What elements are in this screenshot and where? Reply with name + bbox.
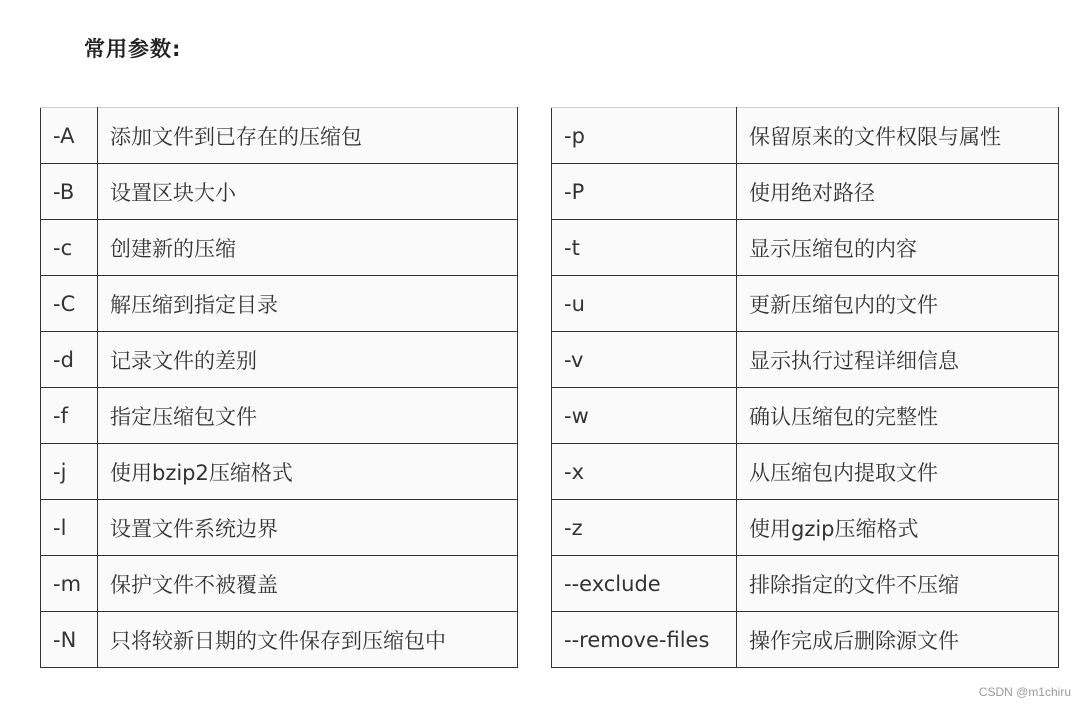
option-right: --remove-files [552, 612, 737, 668]
description-right: 从压缩包内提取文件 [737, 444, 1059, 500]
description-left: 记录文件的差别 [98, 332, 518, 388]
section-heading: 常用参数: [84, 37, 182, 61]
description-right: 更新压缩包内的文件 [737, 276, 1059, 332]
description-right: 排除指定的文件不压缩 [737, 556, 1059, 612]
option-right: -w [552, 388, 737, 444]
description-left: 设置区块大小 [98, 164, 518, 220]
watermark: CSDN @m1chiru [978, 685, 1071, 699]
table-row [41, 276, 1059, 332]
column-gap [518, 332, 552, 388]
description-left: 设置文件系统边界 [98, 500, 518, 556]
option-left: -l [41, 500, 98, 556]
table-row [41, 444, 1059, 500]
description-left: 只将较新日期的文件保存到压缩包中 [98, 612, 518, 668]
option-left: -d [41, 332, 98, 388]
option-right: -z [552, 500, 737, 556]
column-gap [518, 612, 552, 668]
description-left: 创建新的压缩 [98, 220, 518, 276]
option-left: -A [41, 108, 98, 164]
option-right: -t [552, 220, 737, 276]
option-right: -v [552, 332, 737, 388]
option-right: -x [552, 444, 737, 500]
option-left: -j [41, 444, 98, 500]
option-left: -C [41, 276, 98, 332]
description-right: 使用绝对路径 [737, 164, 1059, 220]
column-gap [518, 388, 552, 444]
option-left: -B [41, 164, 98, 220]
parameters-table [40, 107, 1059, 668]
description-right: 显示压缩包的内容 [737, 220, 1059, 276]
column-gap [518, 500, 552, 556]
description-right: 保留原来的文件权限与属性 [737, 108, 1059, 164]
description-left: 指定压缩包文件 [98, 388, 518, 444]
description-right: 使用gzip压缩格式 [737, 500, 1059, 556]
option-left: -f [41, 388, 98, 444]
table-row [41, 612, 1059, 668]
table-row [41, 332, 1059, 388]
option-left: -m [41, 556, 98, 612]
description-left: 使用bzip2压缩格式 [98, 444, 518, 500]
option-left: -N [41, 612, 98, 668]
table-row [41, 388, 1059, 444]
description-right: 确认压缩包的完整性 [737, 388, 1059, 444]
column-gap [518, 220, 552, 276]
option-right: -p [552, 108, 737, 164]
column-gap [518, 276, 552, 332]
table-row [41, 500, 1059, 556]
table-row [41, 164, 1059, 220]
table-row [41, 220, 1059, 276]
column-gap [518, 164, 552, 220]
column-gap [518, 444, 552, 500]
option-right: -u [552, 276, 737, 332]
option-left: -c [41, 220, 98, 276]
column-gap [518, 556, 552, 612]
description-right: 显示执行过程详细信息 [737, 332, 1059, 388]
option-right: -P [552, 164, 737, 220]
table-row [41, 556, 1059, 612]
description-left: 添加文件到已存在的压缩包 [98, 108, 518, 164]
description-right: 操作完成后删除源文件 [737, 612, 1059, 668]
description-left: 保护文件不被覆盖 [98, 556, 518, 612]
description-left: 解压缩到指定目录 [98, 276, 518, 332]
table-row [41, 108, 1059, 164]
column-gap [518, 108, 552, 164]
option-right: --exclude [552, 556, 737, 612]
